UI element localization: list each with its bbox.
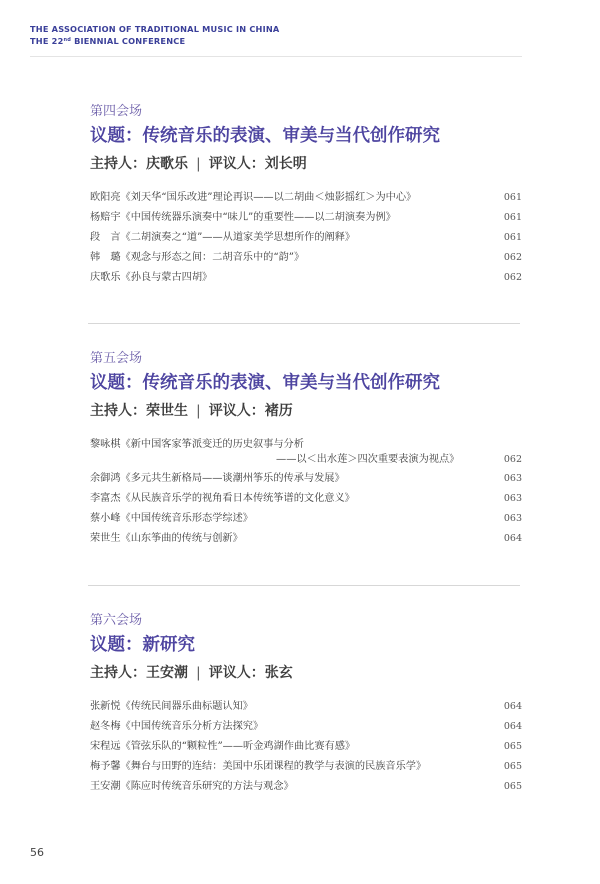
entry-title: 杨赔宇《中国传统器乐演奏中“味儿”的重要性——以二胡演奏为例》 xyxy=(90,212,396,223)
entry-title: 张新悦《传统民间器乐曲标题认知》 xyxy=(90,701,253,712)
entry-title: 宋程远《管弦乐队的“颗粒性”——听金鸡湖作曲比赛有感》 xyxy=(90,741,356,752)
session-label: 第六会场 xyxy=(90,613,143,628)
session-4 xyxy=(90,104,522,288)
toc-entry[interactable] xyxy=(90,268,522,288)
entry-title: 梅予馨《舞台与田野的连结：美国中乐团课程的教学与表演的民族音乐学》 xyxy=(90,761,427,772)
session-topic: 议题：新研究 xyxy=(90,635,195,655)
entry-title: 段 言《二胡演奏之“道”——从道家美学思想所作的阐释》 xyxy=(90,232,356,243)
entry-page: 063 xyxy=(503,493,522,504)
toc-entry[interactable] xyxy=(90,509,522,529)
entry-subtitle: ——以＜出水莲＞四次重要表演为视点》 xyxy=(276,454,460,465)
session-host-line xyxy=(90,663,522,697)
toc-entry[interactable] xyxy=(90,757,522,777)
entry-page: 063 xyxy=(503,473,522,484)
entry-title: 韩 璐《观念与形态之间：二胡音乐中的“韵”》 xyxy=(90,252,305,263)
entry-title: 欧阳亮《刘天华“国乐改进”理论再识——以二胡曲＜烛影摇红＞为中心》 xyxy=(90,192,417,203)
host: 主持人：荣世生 xyxy=(90,403,188,419)
entry-title: 余御鸿《多元共生新格局——谈潮州筝乐的传承与发展》 xyxy=(90,473,345,484)
toc-entry[interactable] xyxy=(90,737,522,757)
header-line-2: THE 22nd BIENNIAL CONFERENCE xyxy=(30,36,186,46)
toc-entry[interactable] xyxy=(90,208,522,228)
section-divider xyxy=(88,323,520,324)
separator: | xyxy=(196,665,201,681)
entry-title: 赵冬梅《中国传统音乐分析方法探究》 xyxy=(90,721,264,732)
session-label: 第五会场 xyxy=(90,351,143,366)
session-topic: 议题：传统音乐的表演、审美与当代创作研究 xyxy=(90,373,440,393)
conference-header xyxy=(30,24,279,47)
entry-title: 蔡小峰《中国传统音乐形态学综述》 xyxy=(90,513,253,524)
entry-page: 064 xyxy=(503,533,522,544)
toc-entry[interactable] xyxy=(90,489,522,509)
entry-title: 荣世生《山东筝曲的传统与创新》 xyxy=(90,533,243,544)
separator: | xyxy=(196,403,201,419)
toc-entry[interactable] xyxy=(90,469,522,489)
session-host-line xyxy=(90,154,522,188)
entry-title: 黎咏棋《新中国客家筝派变迁的历史叙事与分析 xyxy=(90,439,304,450)
entry-title: 庆歌乐《孙良与蒙古四胡》 xyxy=(90,272,213,283)
toc-entry[interactable] xyxy=(90,248,522,268)
entry-page: 062 xyxy=(503,454,522,465)
separator: | xyxy=(196,156,201,172)
toc-entry[interactable] xyxy=(90,697,522,717)
page-number: 56 xyxy=(30,846,44,859)
entry-page: 061 xyxy=(503,192,522,203)
session-label: 第四会场 xyxy=(90,104,143,119)
session-host-line xyxy=(90,401,522,435)
toc-entry[interactable] xyxy=(90,435,522,469)
toc-entry[interactable] xyxy=(90,188,522,208)
entry-page: 065 xyxy=(503,781,522,792)
header-line-1: THE ASSOCIATION OF TRADITIONAL MUSIC IN CHINA xyxy=(30,24,280,34)
session-6 xyxy=(90,613,522,797)
session-5 xyxy=(90,351,522,549)
entry-title: 王安潮《陈应时传统音乐研究的方法与观念》 xyxy=(90,781,294,792)
host: 主持人：庆歌乐 xyxy=(90,156,188,172)
entry-page: 065 xyxy=(503,741,522,752)
entry-page: 062 xyxy=(503,272,522,283)
entry-page: 064 xyxy=(503,721,522,732)
host: 主持人：王安潮 xyxy=(90,665,188,681)
toc-entry[interactable] xyxy=(90,777,522,797)
entry-page: 062 xyxy=(503,252,522,263)
entry-page: 063 xyxy=(503,513,522,524)
entry-title: 李富杰《从民族音乐学的视角看日本传统筝谱的文化意义》 xyxy=(90,493,355,504)
toc-entry[interactable] xyxy=(90,717,522,737)
entry-page: 064 xyxy=(503,701,522,712)
reviewer: 评议人：褚历 xyxy=(208,403,293,419)
entry-page: 061 xyxy=(503,212,522,223)
entry-page: 065 xyxy=(503,761,522,772)
section-divider xyxy=(88,585,520,586)
reviewer: 评议人：刘长明 xyxy=(208,156,307,172)
entry-page: 061 xyxy=(503,232,522,243)
toc-entry[interactable] xyxy=(90,529,522,549)
header-divider xyxy=(30,56,522,57)
reviewer: 评议人：张玄 xyxy=(208,665,293,681)
toc-entry[interactable] xyxy=(90,228,522,248)
session-topic: 议题：传统音乐的表演、审美与当代创作研究 xyxy=(90,126,440,146)
